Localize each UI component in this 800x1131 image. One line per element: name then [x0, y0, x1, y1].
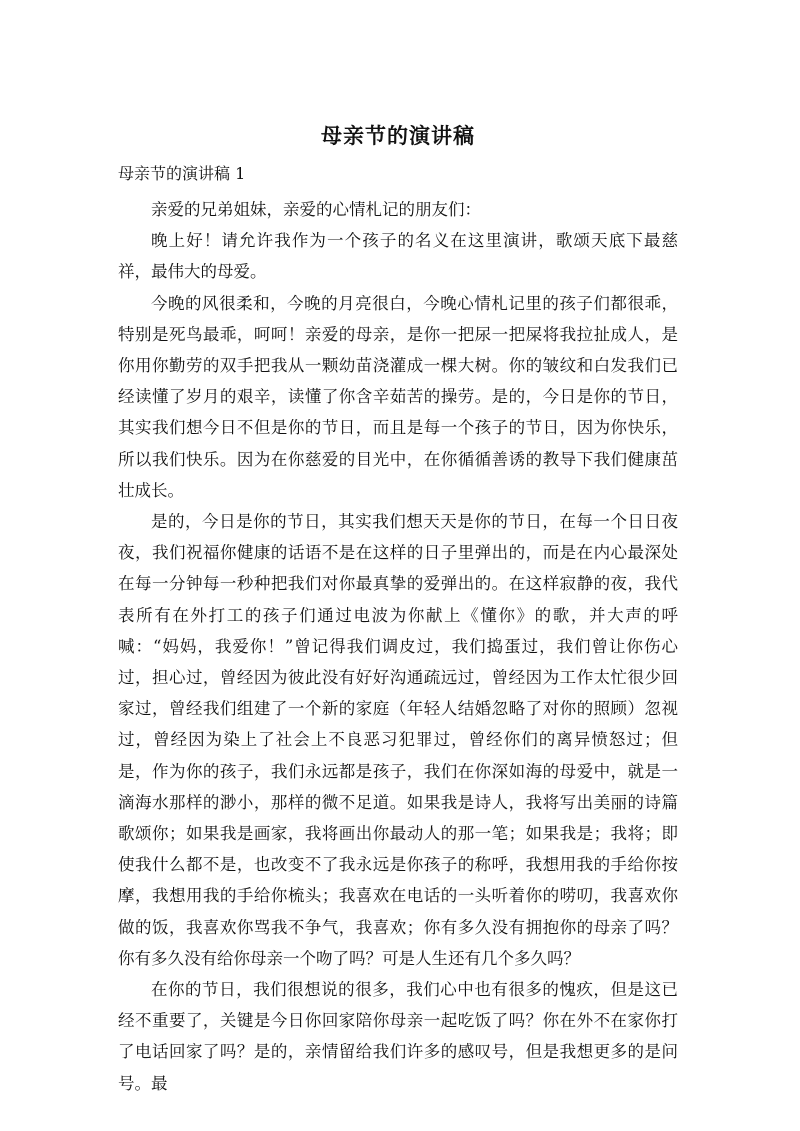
document-body: [118, 194, 678, 1099]
section-heading: 母亲节的演讲稿 1: [118, 164, 246, 183]
paragraph-everyday: 是的，今日是你的节日，其实我们想天天是你的节日，在每一个日日夜夜，我们祝福你健康的话语不是在这样的日子里弹出的，而是在内心最深处在每一分钟每一秒种把我们对你最真挚的爱弹出的。在这样寂静的夜，我代表所有在外打工的孩子们通过电波为你献上《懂你》的歌，并大声的呼喊：“妈妈，我爱你！”曾记得我们调皮过，我们捣蛋过，我们曾让你伤心过，担心过，曾经因为彼此没有好好沟通疏远过，曾经因为工作太忙很少回家过，曾经我们组建了一个新的家庭（年轻人结婚忽略了对你的照顾）忽视过，曾经因为染上了社会上不良恶习犯罪过，曾经你们的离异愤怒过；但是，作为你的孩子，我们永远都是孩子，我们在你深如海的母爱中，就是一滴海水那样的渺小，那样的微不足道。如果我是诗人，我将写出美丽的诗篇歌颂你；如果我是画家，我将画出你最动人的那一笔；如果我是；我将；即使我什么都不是，也改变不了我永远是你孩子的称呼，我想用我的手给你按摩，我想用我的手给你梳头；我喜欢在电话的一头听着你的唠叨，我喜欢你做的饭，我喜欢你骂我不争气，我喜欢；你有多久没有拥抱你的母亲了吗？你有多久没有给你母亲一个吻了吗？可是人生还有几个多久吗？: [118, 512, 678, 968]
document-title: 母亲节的演讲稿: [321, 124, 475, 148]
paragraph-closing: 在你的节日，我们很想说的很多，我们心中也有很多的愧疚，但是这已经不重要了，关键是今日你回家陪你母亲一起吃饭了吗？你在外不在家你打了电话回家了吗？是的，亲情留给我们许多的感叹号，但是我想更多的是问号。最: [118, 980, 678, 1093]
paragraph-opening: 晚上好！请允许我作为一个孩子的名义在这里演讲，歌颂天底下最慈祥，最伟大的母爱。: [118, 231, 678, 282]
paragraph-greeting: 亲爱的兄弟姐妹，亲爱的心情札记的朋友们：: [151, 200, 481, 219]
paragraph-gratitude: 今晚的风很柔和，今晚的月亮很白，今晚心情札记里的孩子们都很乖，特别是死鸟最乖，呵呵！亲爱的母亲，是你一把尿一把屎将我拉扯成人，是你用你勤劳的双手把我从一颗幼苗浇灌成一棵大树。你的皱纹和白发我们已经读懂了岁月的艰辛，读懂了你含辛茹苦的操劳。是的，今日是你的节日，其实我们想今日不但是你的节日，而且是每一个孩子的节日，因为你快乐，所以我们快乐。因为在你慈爱的目光中，在你循循善诱的教导下我们健康茁壮成长。: [118, 293, 678, 500]
